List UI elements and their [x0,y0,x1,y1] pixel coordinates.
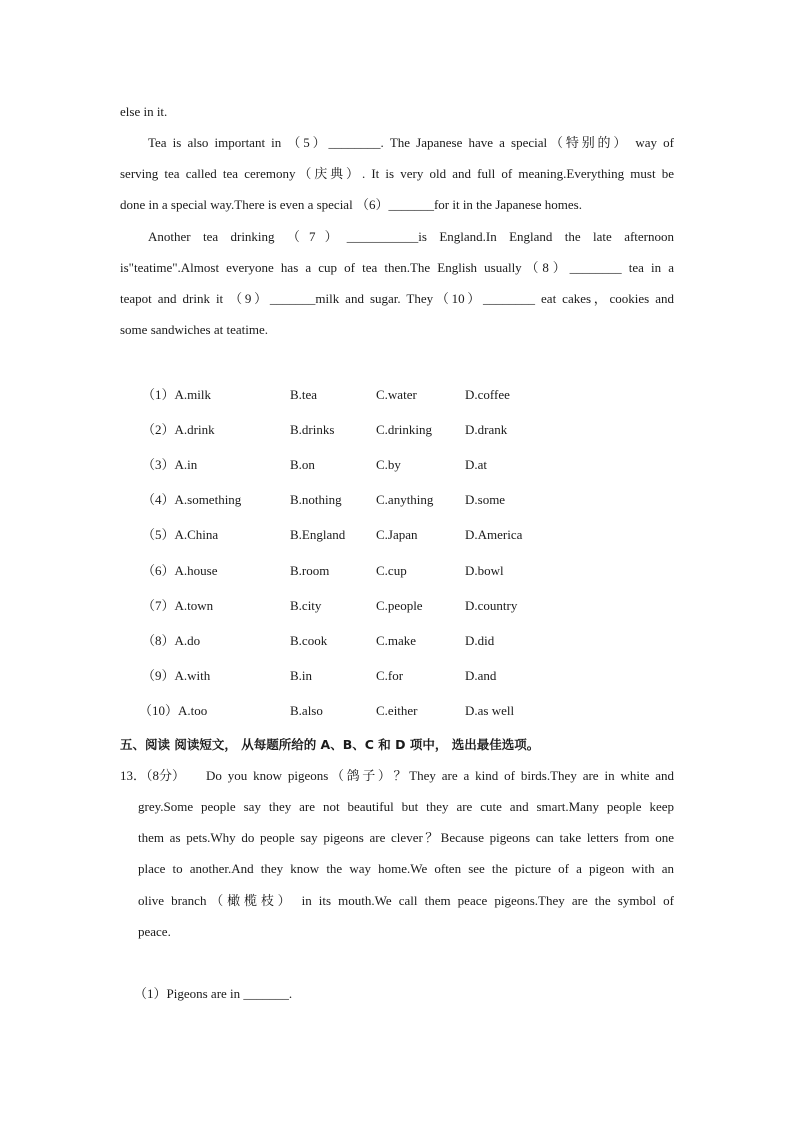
question-line: Do you know pigeons（鸽子）？They are a kind of birds.They are in white and [206,768,674,783]
question-line: olive branch（橄榄枝） in its mouth.We call them peace pigeons.They are the symbol of [138,893,674,908]
option-c: C.make [376,633,417,648]
option-c: C.water [376,387,417,402]
passage-line: is"teatime".Almost everyone has a cup of tea then.The English usually（8）________ tea in a [120,260,674,275]
option-a: （3）A.in [142,457,198,472]
option-b: B.also [290,703,323,718]
option-c: C.drinking [376,422,432,437]
option-row [142,420,642,440]
option-d: D.some [465,492,506,507]
option-a: （8）A.do [142,633,201,648]
option-d: D.country [465,598,518,613]
option-c: C.either [376,703,418,718]
option-b: B.England [290,527,346,542]
option-row [142,631,642,651]
option-c: C.people [376,598,423,613]
option-row [142,666,642,686]
passage-line: Another tea drinking （7）___________is England.In England the late afternoon [148,229,674,244]
option-c: C.Japan [376,527,418,542]
option-a: （5）A.China [142,527,219,542]
option-b: B.in [290,668,313,683]
passage-line: done in a special way.There is even a special （6）_______for it in the Japanese homes. [120,197,582,212]
option-b: B.tea [290,387,318,402]
question-line: grey.Some people say they are not beautiful but they are cute and smart.Many people keep [138,799,674,814]
option-row [142,525,642,545]
sub-question: （1）Pigeons are in _______. [134,986,293,1001]
option-a: （2）A.drink [142,422,215,437]
option-b: B.city [290,598,322,613]
option-c: C.cup [376,563,407,578]
question-number: 13．（8分） [120,768,186,783]
passage-line: teapot and drink it （9）_______milk and sugar. They（10）________ eat cakes，cookies and [120,291,674,306]
option-a: （10）A.too [139,703,208,718]
passage-line: serving tea called tea ceremony（庆典）. It is very old and full of meaning.Everything must be [120,166,674,181]
passage-line: else in it. [120,104,168,119]
option-b: B.nothing [290,492,342,507]
option-row [142,455,642,475]
option-b: B.cook [290,633,328,648]
option-c: C.by [376,457,401,472]
passage-line: some sandwiches at teatime. [120,322,269,337]
option-d: D.as well [465,703,515,718]
passage-line: Tea is also important in （5）________. The Japanese have a special（特别的） way of [148,135,674,150]
option-b: B.room [290,563,330,578]
option-row [142,490,642,510]
option-c: C.anything [376,492,434,507]
option-c: C.for [376,668,404,683]
option-row [142,561,642,581]
option-row [139,701,639,721]
option-b: B.on [290,457,315,472]
option-a: （6）A.house [142,563,218,578]
option-d: D.America [465,527,523,542]
option-a: （4）A.something [142,492,242,507]
option-d: D.drank [465,422,508,437]
option-d: D.bowl [465,563,504,578]
option-row [142,385,642,405]
option-d: D.and [465,668,497,683]
option-d: D.coffee [465,387,510,402]
option-a: （9）A.with [142,668,211,683]
option-a: （7）A.town [142,598,214,613]
question-line: peace. [138,924,171,939]
option-d: D.at [465,457,488,472]
option-a: （1）A.milk [142,387,211,402]
option-b: B.drinks [290,422,335,437]
section-heading: 五、阅读 阅读短文， 从每题所给的 A、B、C 和 D 项中， 选出最佳选项。 [120,737,540,752]
question-line: them as pets.Why do people say pigeons are clever？Because pigeons can take letters from one [138,830,674,845]
option-row [142,596,642,616]
question-line: place to another.And they know the way home.We often see the picture of a pigeon with an [138,861,674,876]
option-d: D.did [465,633,495,648]
